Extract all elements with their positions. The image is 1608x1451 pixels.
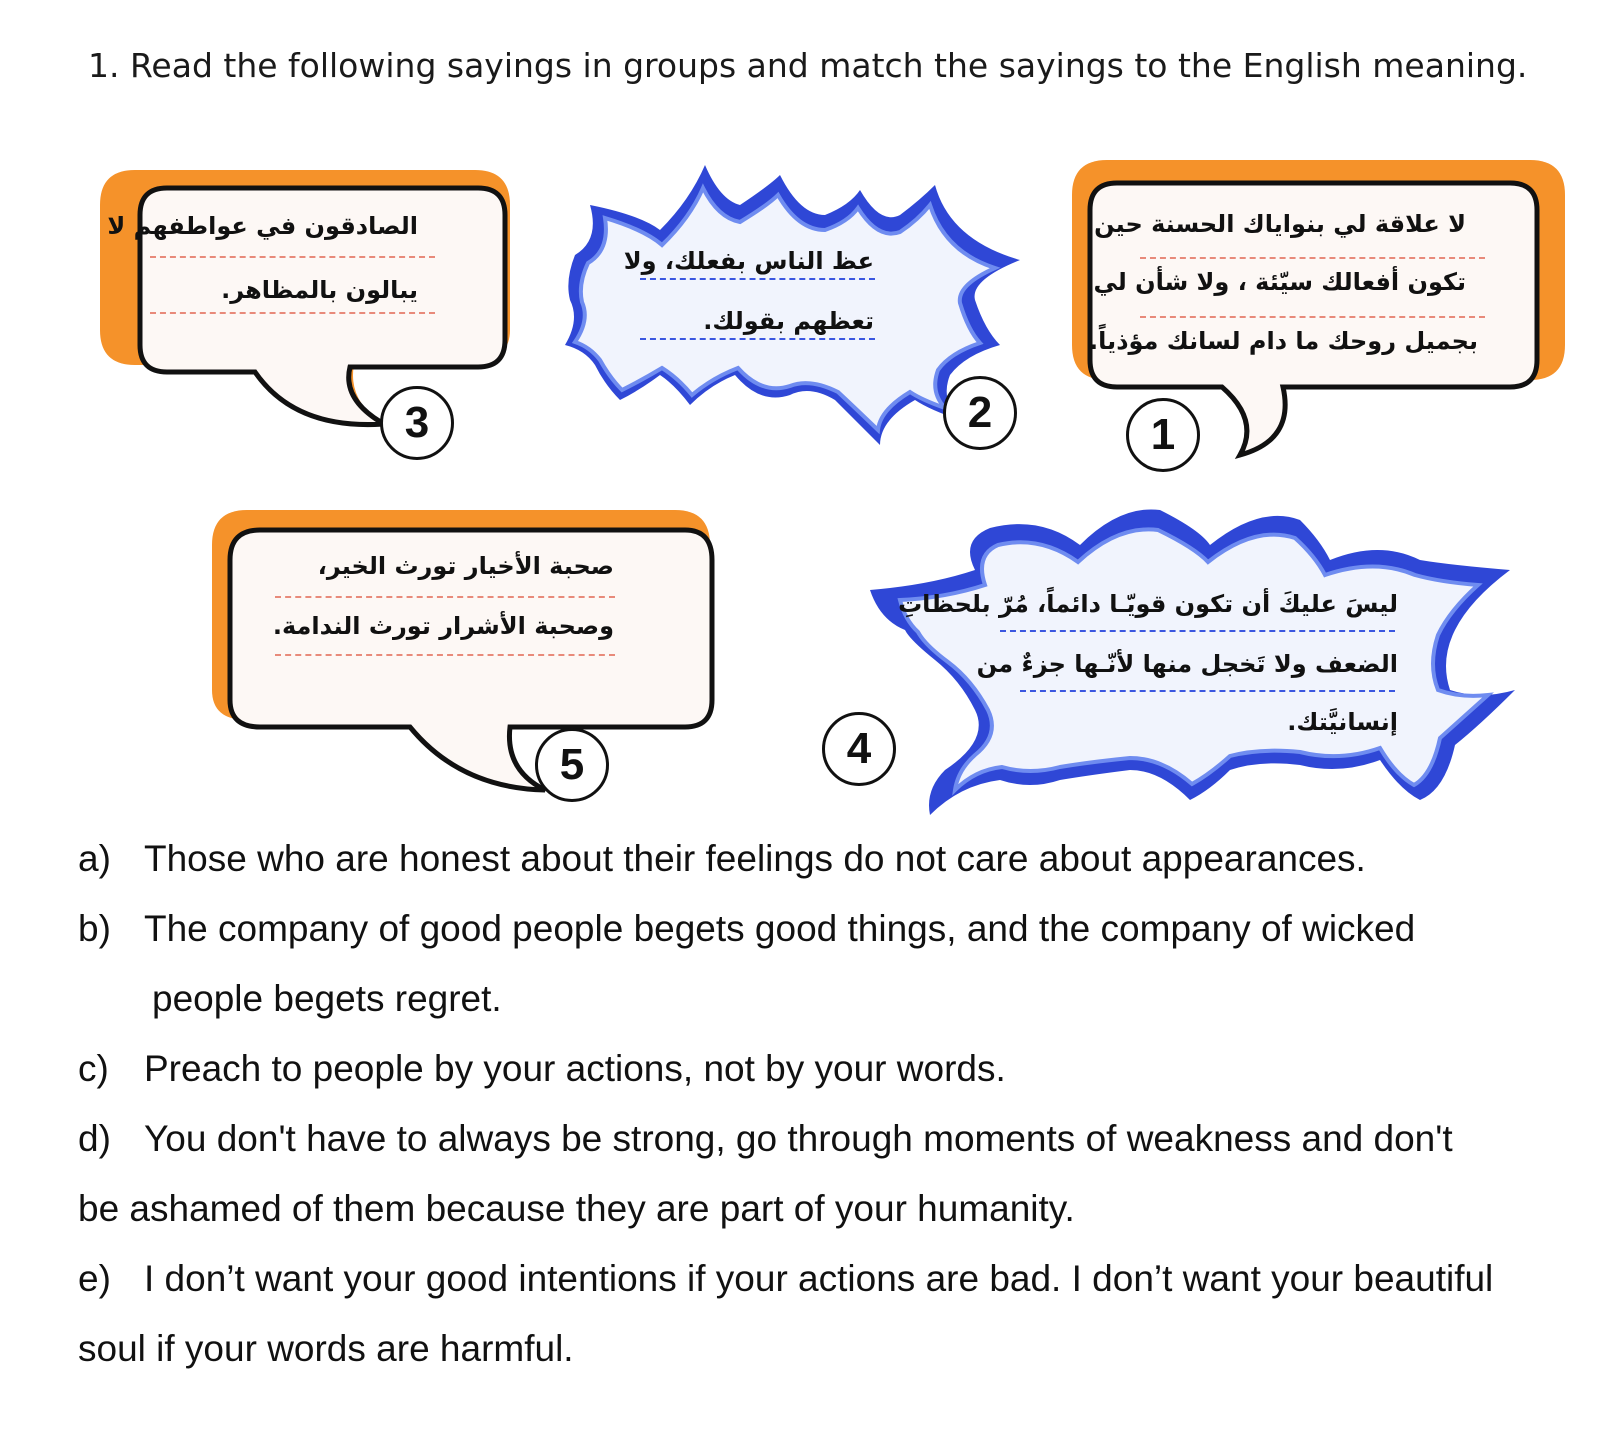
meaning-e-text: I don’t want your good intentions if your actions are bad. I don’t want your beautiful bbox=[144, 1258, 1494, 1299]
saying-4-line-3: إنسانيَّتك. bbox=[1287, 708, 1398, 736]
meaning-b bbox=[78, 908, 1415, 950]
saying-3-line-1: الصادقون في عواطفهم لا bbox=[107, 212, 418, 240]
meaning-a-text: Those who are honest about their feelings do not care about appearances. bbox=[144, 838, 1366, 879]
saying-2-dashline-2 bbox=[640, 338, 875, 340]
number-badge-3: 3 bbox=[380, 386, 454, 460]
meaning-e-letter: e) bbox=[78, 1258, 111, 1299]
meaning-b-continuation: people begets regret. bbox=[152, 978, 502, 1019]
meaning-e bbox=[78, 1258, 1493, 1300]
meaning-a-letter: a) bbox=[78, 838, 111, 879]
number-badge-4: 4 bbox=[822, 712, 896, 786]
meaning-c-letter: c) bbox=[78, 1048, 109, 1089]
meaning-b-letter: b) bbox=[78, 908, 111, 949]
meaning-b-text: The company of good people begets good things, and the company of wicked bbox=[144, 908, 1416, 949]
saying-5-line-2: وصحبة الأشرار تورث الندامة. bbox=[272, 612, 614, 640]
saying-4-dashline-1 bbox=[1000, 630, 1395, 632]
saying-4-dashline-2 bbox=[1020, 690, 1395, 692]
meaning-d-continuation: be ashamed of them because they are part of your humanity. bbox=[78, 1188, 1075, 1229]
saying-2-line-2: تعظهم بقولك. bbox=[703, 307, 874, 335]
saying-2-line-1: عظ الناس بفعلك، ولا bbox=[623, 247, 874, 275]
saying-1-line-2: تكون أفعالك سيّئة ، ولا شأن لي bbox=[1093, 268, 1466, 296]
meaning-a bbox=[78, 838, 1366, 880]
saying-4-line-2: الضعف ولا تَخجل منها لأنّـها جزءٌ من bbox=[976, 650, 1398, 678]
number-badge-2: 2 bbox=[943, 376, 1017, 450]
meaning-e-continuation: soul if your words are harmful. bbox=[78, 1328, 574, 1369]
meaning-d-text: You don't have to always be strong, go through moments of weakness and don't bbox=[144, 1118, 1453, 1159]
number-badge-5: 5 bbox=[535, 728, 609, 802]
saying-4-line-1: ليسَ عليكَ أن تكون قويّـا دائماً، مُرّ بلحظاتِ bbox=[898, 590, 1398, 618]
saying-5-line-1: صحبة الأخيار تورث الخير، bbox=[317, 552, 614, 580]
number-badge-1: 1 bbox=[1126, 398, 1200, 472]
saying-3-dashline-2 bbox=[150, 312, 435, 314]
meaning-c-text: Preach to people by your actions, not by your words. bbox=[144, 1048, 1006, 1089]
meaning-d-letter: d) bbox=[78, 1118, 111, 1159]
meaning-d bbox=[78, 1118, 1453, 1160]
saying-1-line-3: بجميل روحك ما دام لسانك مؤذياً. bbox=[1089, 327, 1478, 355]
saying-1-dashline-2 bbox=[1140, 316, 1485, 318]
saying-3-dashline-1 bbox=[150, 256, 435, 258]
meaning-c bbox=[78, 1048, 1006, 1090]
saying-2-dashline-1 bbox=[640, 278, 875, 280]
saying-3-line-2: يبالون بالمظاهر. bbox=[221, 276, 418, 304]
instruction: 1. Read the following sayings in groups and match the sayings to the English meaning. bbox=[88, 46, 1528, 85]
saying-1-line-1: لا علاقة لي بنواياك الحسنة حين bbox=[1094, 210, 1466, 238]
saying-1-dashline-1 bbox=[1140, 257, 1485, 259]
saying-5-dashline-1 bbox=[275, 596, 615, 598]
saying-5-dashline-2 bbox=[275, 654, 615, 656]
